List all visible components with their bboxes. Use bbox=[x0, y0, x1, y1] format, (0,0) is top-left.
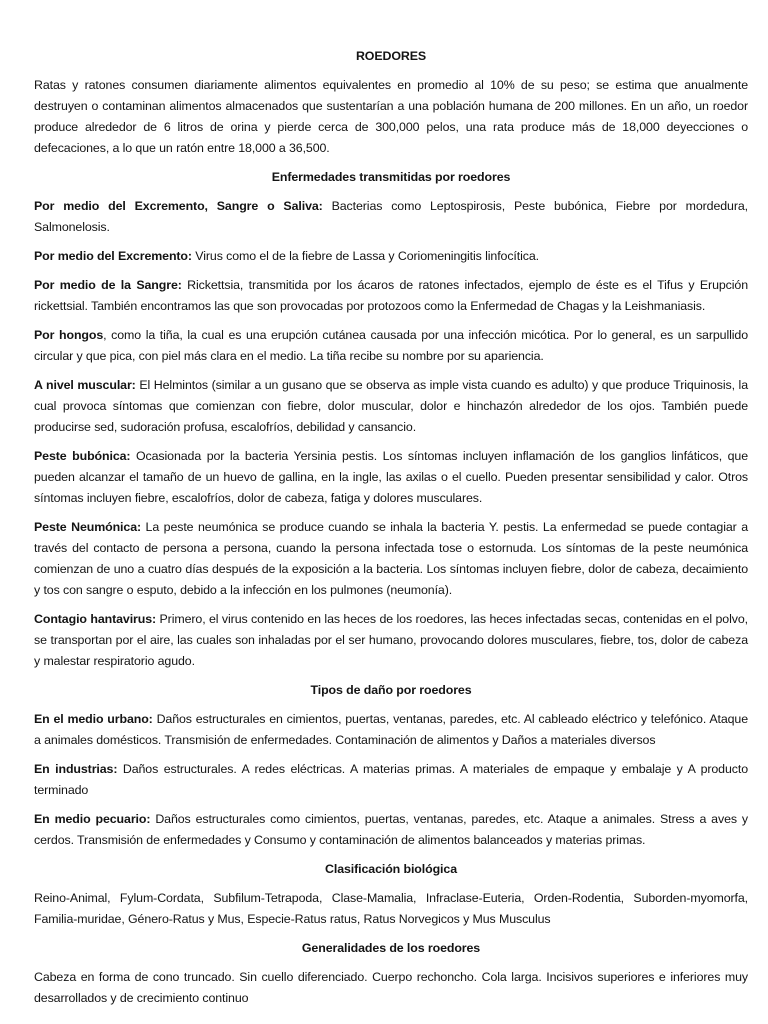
section-heading: Generalidades de los roedores bbox=[301, 941, 481, 955]
section-heading: Tipos de daño por roedores bbox=[310, 683, 472, 697]
paragraph-label: Peste bubónica: bbox=[34, 449, 131, 463]
paragraph-text: Cabeza en forma de cono truncado. Sin cuello diferenciado. Cuerpo rechoncho. Cola larga. Incisivos superiores e inferiores muy desarrollados y de crecimiento continuo bbox=[34, 970, 748, 1005]
paragraph bbox=[34, 967, 748, 1009]
paragraph-text: Primero, el virus contenido en las heces de los roedores, las heces infectadas secas, contenidas en el polvo, se transportan por el aire, las cuales son inhaladas por el ser humano, provocando dolores musculares, fiebre, tos, dolor de cabeza y malestar respiratorio agudo. bbox=[34, 612, 748, 668]
paragraph-text: Daños estructurales en cimientos, puertas, ventanas, paredes, etc. Al cableado eléctrico y telefónico. Ataque a animales domésticos. Transmisión de enfermedades. Contaminación de alimentos y Daños a materiales diversos bbox=[34, 712, 748, 747]
paragraph-label: A nivel muscular: bbox=[34, 378, 136, 392]
document-page bbox=[34, 46, 748, 1017]
intro-paragraph: Ratas y ratones consumen diariamente alimentos equivalentes en promedio al 10% de su peso; se estima que anualmente destruyen o contaminan alimentos almacenados que sustentarían a una población humana de 200 millones. En un año, un roedor produce alrededor de 6 litros de orina y pierde cerca de 300,000 pelos, una rata produce más de 18,000 deyecciones o defecaciones, a lo que un ratón entre 18,000 a 36,500. bbox=[34, 78, 748, 155]
paragraph bbox=[34, 246, 748, 267]
paragraph bbox=[34, 446, 748, 509]
paragraph-text: Bacterias como Leptospirosis, Peste bubónica, Fiebre por mordedura, Salmonelosis. bbox=[34, 199, 749, 234]
paragraph-label: Peste Neumónica: bbox=[34, 520, 142, 534]
paragraph bbox=[34, 275, 748, 317]
paragraph-text: Virus como el de la fiebre de Lassa y Coriomeningitis linfocítica. bbox=[191, 249, 540, 263]
paragraph-text: , como la tiña, la cual es una erupción cutánea causada por una infección micótica. Por lo general, es un sarpullido circular y que pica, con piel más clara en el medio. La tiña recibe su nombre por su apariencia. bbox=[34, 328, 748, 363]
section-heading: Clasificación biológica bbox=[325, 862, 457, 876]
paragraph bbox=[34, 375, 748, 438]
paragraph bbox=[34, 888, 748, 930]
paragraph-label: En industrias: bbox=[34, 762, 118, 776]
paragraph-label: Por medio de la Sangre: bbox=[34, 278, 182, 292]
paragraph bbox=[34, 325, 748, 367]
paragraph-text: Daños estructurales como cimientos, puertas, ventanas, paredes, etc. Ataque a animales. Stress a aves y cerdos. Transmisión de enfermedades y Consumo y contaminación de alimentos balanceados y materias primas. bbox=[34, 812, 748, 847]
paragraph bbox=[34, 609, 748, 672]
paragraph bbox=[34, 709, 748, 751]
paragraph-text: Reino-Animal, Fylum-Cordata, Subfilum-Tetrapoda, Clase-Mamalia, Infraclase-Euteria, Orden-Rodentia, Suborden-myomorfa, Familia-muridae, Género-Ratus y Mus, Especie-Ratus ratus, Ratus Norvegicos y Mus Musculus bbox=[34, 891, 748, 926]
paragraph bbox=[34, 759, 748, 801]
paragraph-label: En medio pecuario: bbox=[34, 812, 151, 826]
paragraph-label: Por medio del Excremento, Sangre o Saliva: bbox=[34, 199, 323, 213]
paragraph-text: Daños estructurales. A redes eléctricas. A materias primas. A materiales de empaque y embalaje y A producto terminado bbox=[34, 762, 748, 797]
paragraph-label: En el medio urbano: bbox=[34, 712, 153, 726]
paragraph-label: Por hongos bbox=[34, 328, 104, 342]
paragraph bbox=[34, 517, 748, 601]
paragraph bbox=[34, 809, 748, 851]
paragraph bbox=[34, 196, 748, 238]
paragraph-label: Por medio del Excremento: bbox=[34, 249, 192, 263]
paragraph-text: El Helmintos (similar a un gusano que se observa as imple vista cuando es adulto) y que produce Triquinosis, la cual provoca síntomas que comienzan con fiebre, dolor muscular, dolor e hinchazón alrededor de los ojos. También puede producirse sed, sudoración profusa, escalofríos, debilidad y cansancio. bbox=[34, 378, 748, 434]
paragraph-label: Contagio hantavirus: bbox=[34, 612, 157, 626]
section-heading: Enfermedades transmitidas por roedores bbox=[271, 170, 511, 184]
paragraph-text: La peste neumónica se produce cuando se inhala la bacteria Y. pestis. La enfermedad se puede contagiar a través del contacto de persona a persona, cuando la persona infectada tose o estornuda. Los síntomas de la peste neumónica comienzan de uno a cuatro días después de la exposición a la bacteria. Los síntomas incluyen fiebre, dolor de cabeza, decaimiento y tos con sangre o esputo, debido a la infección en los pulmones (neumonía). bbox=[34, 520, 748, 597]
paragraph-text: Ocasionada por la bacteria Yersinia pestis. Los síntomas incluyen inflamación de los ganglios linfáticos, que pueden alcanzar el tamaño de un huevo de gallina, en la ingle, las axilas o el cuello. Pueden presentar sensibilidad y calor. Otros síntomas incluyen fiebre, escalofríos, dolor de cabeza, fatiga y dolores musculares. bbox=[34, 449, 748, 505]
paragraph-text: Rickettsia, transmitida por los ácaros de ratones infectados, ejemplo de éste es el Tifus y Erupción rickettsial. También encontramos las que son provocadas por protozoos como la Enfermedad de Chagas y la Leishmaniasis. bbox=[34, 278, 748, 313]
document-title: ROEDORES bbox=[355, 49, 427, 63]
